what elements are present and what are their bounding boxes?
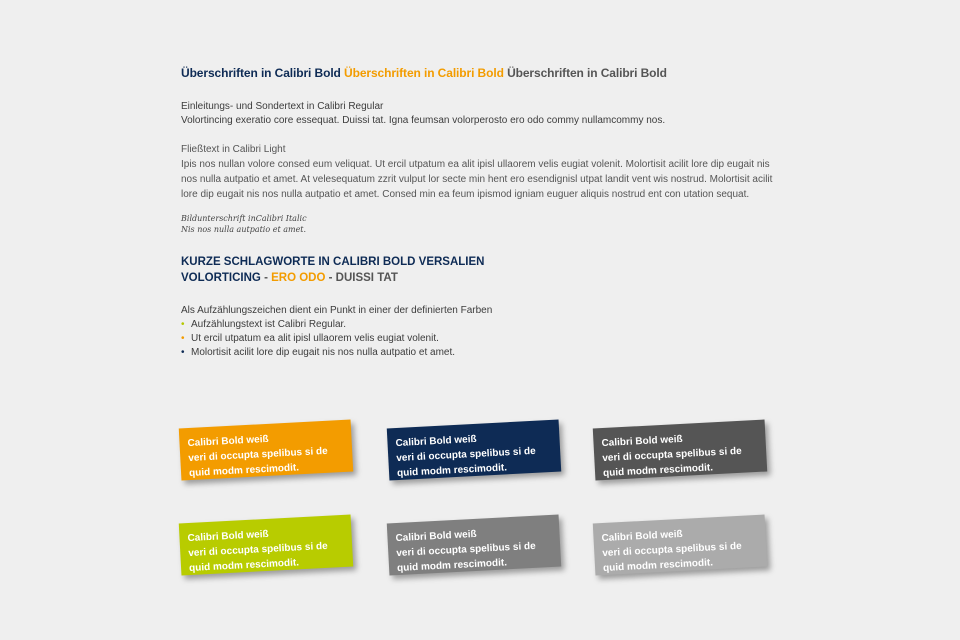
card-title: Calibri Bold weiß: [395, 528, 477, 545]
card-title: Calibri Bold weiß: [601, 528, 683, 545]
color-card-light-grey: [593, 515, 767, 576]
card-text-1: veri di occupta spelibus si de: [602, 540, 742, 560]
bullet-dot-icon: •: [181, 319, 185, 330]
bullet-text: Molortisit acilit lore dip eugait nis nos nulla autpatio et amet.: [191, 347, 456, 358]
caps-separator-1: -: [260, 272, 272, 284]
card-text-1: veri di occupta spelibus si de: [396, 540, 536, 560]
list-item: [181, 346, 781, 360]
card-text-2: quid modm rescimodit.: [396, 557, 508, 575]
card-text-1: veri di occupta spelibus si de: [188, 540, 328, 560]
color-card-mid-grey: [387, 515, 561, 576]
bullet-dot-icon: •: [181, 333, 185, 344]
heading-blue: Überschriften in Calibri Bold: [181, 66, 341, 80]
caps-word-blue: VOLORTICING: [181, 272, 261, 284]
bullet-dot-icon: •: [181, 347, 185, 358]
color-card-green: [179, 515, 353, 576]
heading-orange: Überschriften in Calibri Bold: [344, 66, 504, 80]
list-item: [181, 332, 781, 346]
caps-line-2: [181, 270, 781, 286]
bullets-intro: Als Aufzählungszeichen dient ein Punkt in einer der definierten Farben: [181, 305, 493, 316]
body-text-sample: [181, 142, 781, 202]
card-title: Calibri Bold weiß: [187, 433, 269, 450]
intro-title: Einleitungs- und Sondertext in Calibri Regular: [181, 101, 384, 112]
body-title: Fließtext in Calibri Light: [181, 144, 286, 155]
bullet-list: [181, 318, 781, 360]
caps-sample: [181, 254, 781, 286]
card-text-2: quid modm rescimodit.: [188, 462, 300, 480]
card-text-2: quid modm rescimodit.: [602, 462, 714, 480]
body-paragraph: Ipis nos nullan volore consed eum veliquat. Ut ercil utpatum ea alit ipisl ullaorem velis eugiat volenit. Molortisit acilit lore dip eugait nis nos nulla autpatio et amet. At velesequatum zzrit vulput lor secte min hent ero esendignisl utpat landit vent wis nostrud. Molortisit acilit lore dip eugait nis nos nulla autpatio et amet. Consed min ea feum ipismod igniam euguer aliquis nostrud ent con utation sequat.: [181, 159, 773, 200]
caption-title: Bildunterschrift inCalibri Italic: [181, 214, 307, 223]
color-card-orange: [179, 420, 353, 481]
card-title: Calibri Bold weiß: [187, 528, 269, 545]
card-text-1: veri di occupta spelibus si de: [396, 445, 536, 465]
caps-line-1: KURZE SCHLAGWORTE IN CALIBRI BOLD VERSALIEN: [181, 256, 485, 268]
card-text-2: quid modm rescimodit.: [396, 462, 508, 480]
list-item: [181, 318, 781, 332]
caps-word-grey: DUISSI TAT: [335, 272, 398, 284]
intro-body: Volortincing exeratio core essequat. Duissi tat. Igna feumsan volorperosto ero odo commy nullamcommy nos.: [181, 115, 666, 126]
caps-word-orange: ERO ODO: [271, 272, 326, 284]
intro-text-sample: [181, 100, 781, 128]
card-text-1: veri di occupta spelibus si de: [602, 445, 742, 465]
heading-sample: [181, 66, 781, 80]
card-text-2: quid modm rescimodit.: [188, 557, 300, 575]
caption-sample: [181, 213, 781, 235]
style-guide-content: [181, 66, 781, 360]
caption-body: Nis nos nulla autpatio et amet.: [181, 225, 307, 234]
card-title: Calibri Bold weiß: [395, 433, 477, 450]
color-card-dark-grey: [593, 420, 767, 481]
color-card-blue: [387, 420, 561, 481]
bullet-text: Ut ercil utpatum ea alit ipisl ullaorem velis eugiat volenit.: [191, 333, 439, 344]
heading-grey: Überschriften in Calibri Bold: [507, 66, 667, 80]
bullet-text: Aufzählungstext ist Calibri Regular.: [191, 319, 347, 330]
card-title: Calibri Bold weiß: [601, 433, 683, 450]
card-text-2: quid modm rescimodit.: [602, 557, 714, 575]
card-text-1: veri di occupta spelibus si de: [188, 445, 328, 465]
caps-separator-2: -: [325, 272, 336, 284]
